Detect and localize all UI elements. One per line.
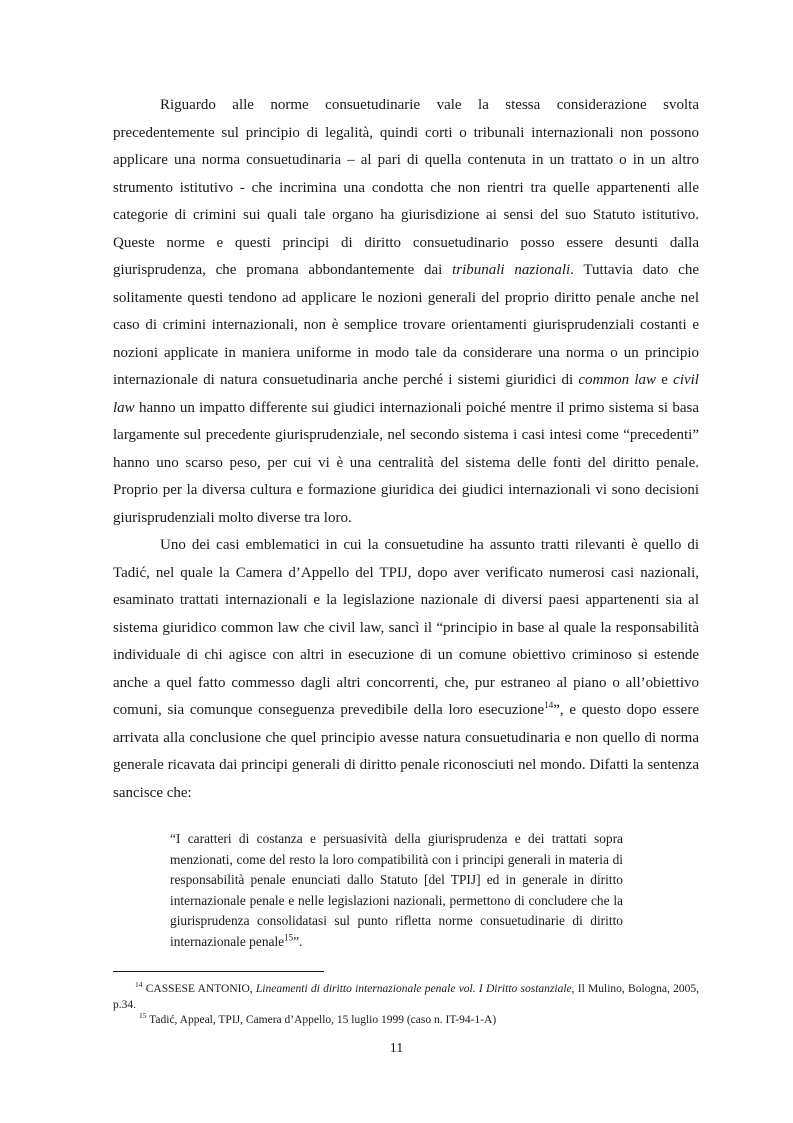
footnote-ref: 15 bbox=[139, 1011, 147, 1021]
text-run: Uno dei casi emblematici in cui la consuetudine ha assunto tratti rilevanti è quello di Tadić, nel quale la Camera d’Appello del TPIJ, dopo aver verificato numerosi casi nazionali, esaminato trattati internazionali e la legislazione nazionale di diversi paesi appartenenti sia al sistema giuridico common law che civil law, sancì il “principio in base al quale la responsabilità individuale di chi agisce con altri in esecuzione di un comune obiettivo criminoso si estende anche a quel fatto commesso dagli altri concorrenti, che, pur estraneo al piano o all’obiettivo comuni, sia comunque conseguenza prevedibile della loro esecuzione bbox=[113, 537, 699, 718]
footnote bbox=[113, 982, 699, 1013]
text-run: hanno un impatto differente sui giudici internazionali poiché mentre il primo sistema si basa largamente sul precedente giurisprudenziale, nel secondo sistema i casi intesi come “precedenti” hanno uno scarso peso, per cui vi è una centralità del sistema delle fonti del diritto penale. Proprio per la diversa cultura e formazione giuridica dei giudici internazionali vi sono decisioni giurisprudenziali molto diverse tra loro. bbox=[113, 399, 699, 526]
text-run: CASSESE ANTONIO, bbox=[142, 983, 256, 995]
paragraph bbox=[113, 92, 699, 532]
text-run: Tadić, Appeal, TPIJ, Camera d’Appello, 15 luglio 1999 (caso n. IT-94-1-A) bbox=[146, 1014, 497, 1026]
text-run: ”. bbox=[293, 933, 303, 949]
block-quote bbox=[170, 829, 623, 952]
footnote-ref: 14 bbox=[135, 980, 143, 990]
text-run: “I caratteri di costanza e persuasività della giurisprudenza e dei trattati sopra menzionati, come del resto la loro compatibilità con i principi generali in materia di responsabilità penale enunciati dallo Statuto [del TPIJ] ed in generale in diritto internazionale penale e nelle legislazioni nazionali, permettono di concludere che la giurisprudenza consolidatasi sul punto rifletta norme consuetudinarie di diritto internazionale penale bbox=[170, 831, 623, 949]
footnote-ref: 14 bbox=[544, 700, 554, 710]
text-run: , Il Mulino, Bologna, 2005, p.34. bbox=[113, 983, 700, 1011]
body-text bbox=[113, 92, 699, 807]
text-run: e bbox=[656, 372, 674, 388]
footnote-separator bbox=[113, 971, 324, 972]
footnote-ref: 15 bbox=[284, 932, 294, 943]
page-number: 11 bbox=[389, 1041, 404, 1056]
quote-paragraph bbox=[170, 829, 623, 952]
text-run: ”, e questo dopo essere arrivata alla conclusione che quel principio avesse natura consuetudinaria e non quello di norma generale ricavata dai principi generali di diritto penale riconosciuti nel mondo. Difatti la sentenza sancisce che: bbox=[113, 702, 699, 801]
footnotes bbox=[113, 982, 699, 1029]
text-run: . Tuttavia dato che solitamente questi tendono ad applicare le nozioni generali del proprio diritto penale anche nel caso di crimini internazionali, non è semplice trovare orientamenti giurisprudenziali costanti e nozioni applicate in maniera uniforme in modo tale da considerare una norma o un principio internazionale di natura consuetudinaria anche perché i sistemi giuridici di bbox=[113, 262, 699, 388]
footnote bbox=[113, 1013, 699, 1029]
text-run: Riguardo alle norme consuetudinarie vale la stessa considerazione svolta precedentemente sul principio di legalità, quindi corti o tribunali internazionali non possono applicare una norma consuetudinaria – al pari di quella contenuta in un trattato o in un altro strumento istitutivo - che incrimina una condotta che non rientri tra quelle appartenenti alle categorie di crimini sui quali tale organo ha giurisdizione ai sensi del suo Statuto istitutivo. Queste norme e questi principi di diritto consuetudinario posso essere desunti dalla giurisprudenza, che promana abbondantemente dai bbox=[113, 97, 699, 278]
paragraph bbox=[113, 532, 699, 807]
italic-text: Lineamenti di diritto internazionale penale vol. I Diritto sostanziale bbox=[255, 983, 572, 995]
italic-text: common law bbox=[578, 372, 657, 388]
italic-text: tribunali nazionali bbox=[452, 262, 571, 278]
italic-text: civil law bbox=[113, 372, 699, 416]
